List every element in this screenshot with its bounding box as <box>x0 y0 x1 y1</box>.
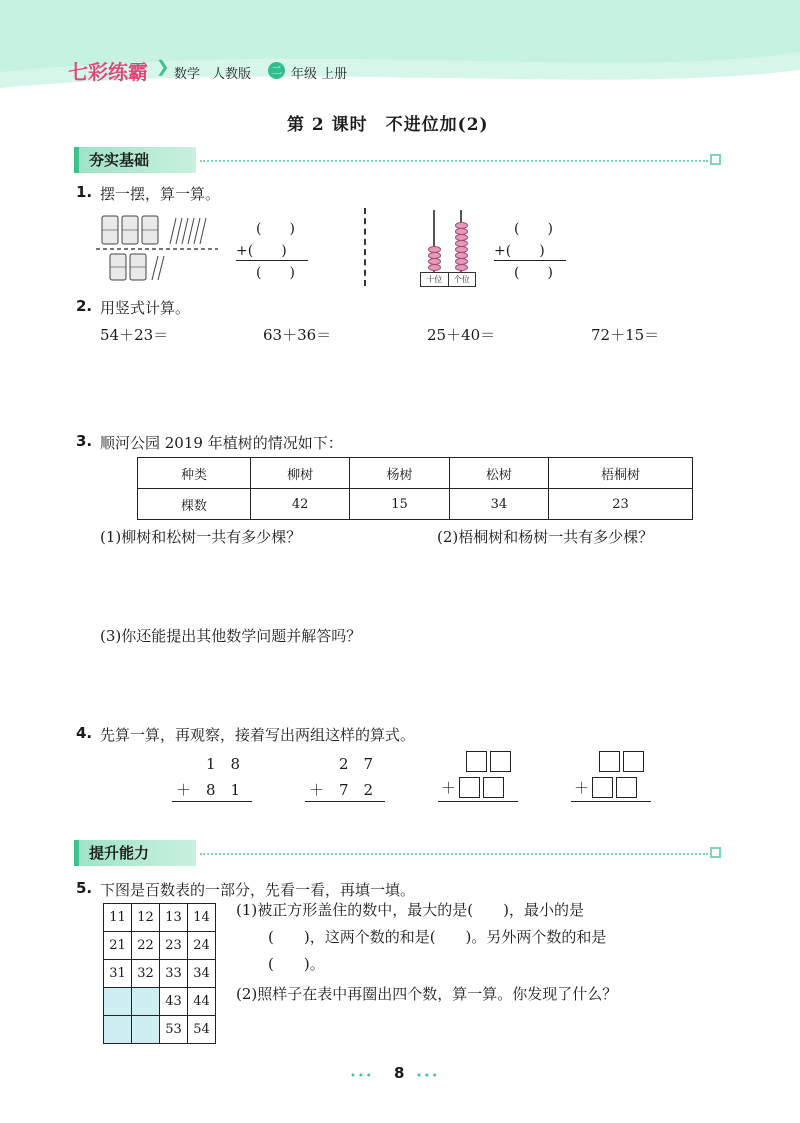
q1-right-addend2[interactable]: +( ) <box>494 243 545 259</box>
q2-expr-4: 72＋15＝ <box>591 326 660 344</box>
brand-logo: 七彩练霸 <box>68 60 148 84</box>
page-number: 8 <box>394 1064 405 1082</box>
grid-cell: 54 <box>188 1016 216 1044</box>
edition-label: 人教版 <box>212 67 252 82</box>
table-row <box>104 932 216 960</box>
q5-sub2: (2)照样子在表中再圈出四个数，算一算。你发现了什么？ <box>236 985 618 1003</box>
q1-left-sum-line <box>236 260 308 261</box>
grid-cell: 32 <box>132 960 160 988</box>
q1-right-sum-line <box>494 260 566 261</box>
q5-sub1-line1: (1)被正方形盖住的数中，最大的是( )，最小的是 <box>236 901 584 919</box>
sticks-illustration <box>96 210 221 285</box>
table-header-cell: 梧桐树 <box>549 458 693 489</box>
header-wave <box>0 0 800 100</box>
answer-box[interactable] <box>466 751 487 772</box>
footer-dots-left: ••• <box>350 1071 374 1082</box>
q1-left-addend2[interactable]: +( ) <box>236 243 287 259</box>
section-end-square <box>710 154 721 165</box>
answer-box[interactable] <box>483 777 504 798</box>
q2-text: 用竖式计算。 <box>100 299 191 317</box>
q4-a-line <box>172 801 252 802</box>
table-cell: 15 <box>350 489 449 520</box>
answer-box[interactable] <box>616 777 637 798</box>
q1-number: 1. <box>76 183 93 201</box>
q5-sub1-line2: ( )，这两个数的和是( )。另外两个数的和是 <box>268 928 607 946</box>
footer-dots-right: ••• <box>416 1071 440 1082</box>
abacus-label-tens: 十位 <box>421 273 449 286</box>
section-tag-advanced: 提升能力 <box>74 840 196 866</box>
plus-sign: ＋ <box>574 779 590 797</box>
table-row <box>138 458 693 489</box>
q4-d-line <box>571 801 651 802</box>
header-band <box>0 0 800 100</box>
grid-cell: 12 <box>132 904 160 932</box>
covered-square <box>132 1016 160 1044</box>
q5-sub1-line3: ( )。 <box>268 955 325 973</box>
grid-cell: 23 <box>160 932 188 960</box>
q1-right-addend1[interactable]: ( ) <box>514 221 553 237</box>
abacus <box>420 206 476 286</box>
grid-cell: 43 <box>160 988 188 1016</box>
q3-sub2: (2)梧桐树和杨树一共有多少棵？ <box>437 528 654 546</box>
q4-b-bottom: ＋ 7 2 <box>309 781 374 799</box>
grid-cell: 44 <box>188 988 216 1016</box>
q4-text: 先算一算，再观察，接着写出两组这样的算式。 <box>100 726 416 744</box>
q1-left-sum[interactable]: ( ) <box>256 265 295 281</box>
table-cell: 42 <box>251 489 350 520</box>
q5-text: 下图是百数表的一部分，先看一看，再填一填。 <box>100 881 416 899</box>
lesson-title: 第 2 课时 不进位加(2) <box>287 115 489 135</box>
q1-right-sum[interactable]: ( ) <box>514 265 553 281</box>
grade-label: 年级 上册 <box>291 67 348 82</box>
table-row <box>104 988 216 1016</box>
q4-b-top: 2 7 <box>339 755 374 773</box>
table-cell: 34 <box>449 489 548 520</box>
answer-box[interactable] <box>490 751 511 772</box>
q3-sub1: (1)柳树和松树一共有多少棵？ <box>100 528 302 546</box>
grid-cell: 22 <box>132 932 160 960</box>
q1-divider <box>364 208 366 286</box>
grid-cell: 34 <box>188 960 216 988</box>
chevron-right-icon: ❯ <box>156 57 170 76</box>
tree-table <box>137 457 693 520</box>
covered-square <box>104 1016 132 1044</box>
table-header-cell: 种类 <box>138 458 251 489</box>
table-header-cell: 杨树 <box>350 458 449 489</box>
subject-label: 数学 <box>174 67 201 82</box>
q4-a-bottom: ＋ 8 1 <box>176 781 241 799</box>
section-end-square <box>710 847 721 858</box>
q3-number: 3. <box>76 432 93 450</box>
grid-cell: 53 <box>160 1016 188 1044</box>
abacus-label-ones: 个位 <box>453 275 470 284</box>
q4-d-top-boxes <box>599 751 647 772</box>
grid-cell: 13 <box>160 904 188 932</box>
q4-number: 4. <box>76 724 93 742</box>
answer-box[interactable] <box>599 751 620 772</box>
grid-cell: 11 <box>104 904 132 932</box>
q2-expr-2: 63＋36＝ <box>263 326 332 344</box>
grid-cell: 31 <box>104 960 132 988</box>
q2-expr-1: 54＋23＝ <box>100 326 169 344</box>
q2-expr-3: 25＋40＝ <box>427 326 496 344</box>
covered-square <box>104 988 132 1016</box>
table-row <box>138 489 693 520</box>
section-divider <box>200 160 708 162</box>
grid-cell: 14 <box>188 904 216 932</box>
grid-cell: 21 <box>104 932 132 960</box>
q1-left-addend1[interactable]: ( ) <box>256 221 295 237</box>
section-divider <box>200 853 708 855</box>
answer-box[interactable] <box>592 777 613 798</box>
hundred-chart <box>103 903 216 1044</box>
table-row-label: 棵数 <box>138 489 251 520</box>
q1-text: 摆一摆，算一算。 <box>100 185 221 203</box>
q4-b-line <box>305 801 385 802</box>
table-header-cell: 松树 <box>449 458 548 489</box>
table-row <box>104 1016 216 1044</box>
q5-number: 5. <box>76 879 93 897</box>
plus-sign: ＋ <box>441 779 457 797</box>
table-row <box>104 960 216 988</box>
q3-sub3: (3)你还能提出其他数学问题并解答吗？ <box>100 627 362 645</box>
q2-number: 2. <box>76 297 93 315</box>
covered-square <box>132 988 160 1016</box>
q3-text: 顺河公园 2019 年植树的情况如下： <box>100 434 343 452</box>
q4-c-bottom <box>441 777 507 798</box>
grade-mark: 二 <box>268 62 285 79</box>
answer-box[interactable] <box>623 751 644 772</box>
q4-d-bottom <box>574 777 640 798</box>
q4-a-top: 1 8 <box>206 755 241 773</box>
table-cell: 23 <box>549 489 693 520</box>
q4-c-top-boxes <box>466 751 514 772</box>
q4-c-line <box>438 801 518 802</box>
grid-cell: 33 <box>160 960 188 988</box>
table-row <box>104 904 216 932</box>
table-header-cell: 柳树 <box>251 458 350 489</box>
grid-cell: 24 <box>188 932 216 960</box>
section-tag-basics: 夯实基础 <box>74 147 196 173</box>
answer-box[interactable] <box>459 777 480 798</box>
